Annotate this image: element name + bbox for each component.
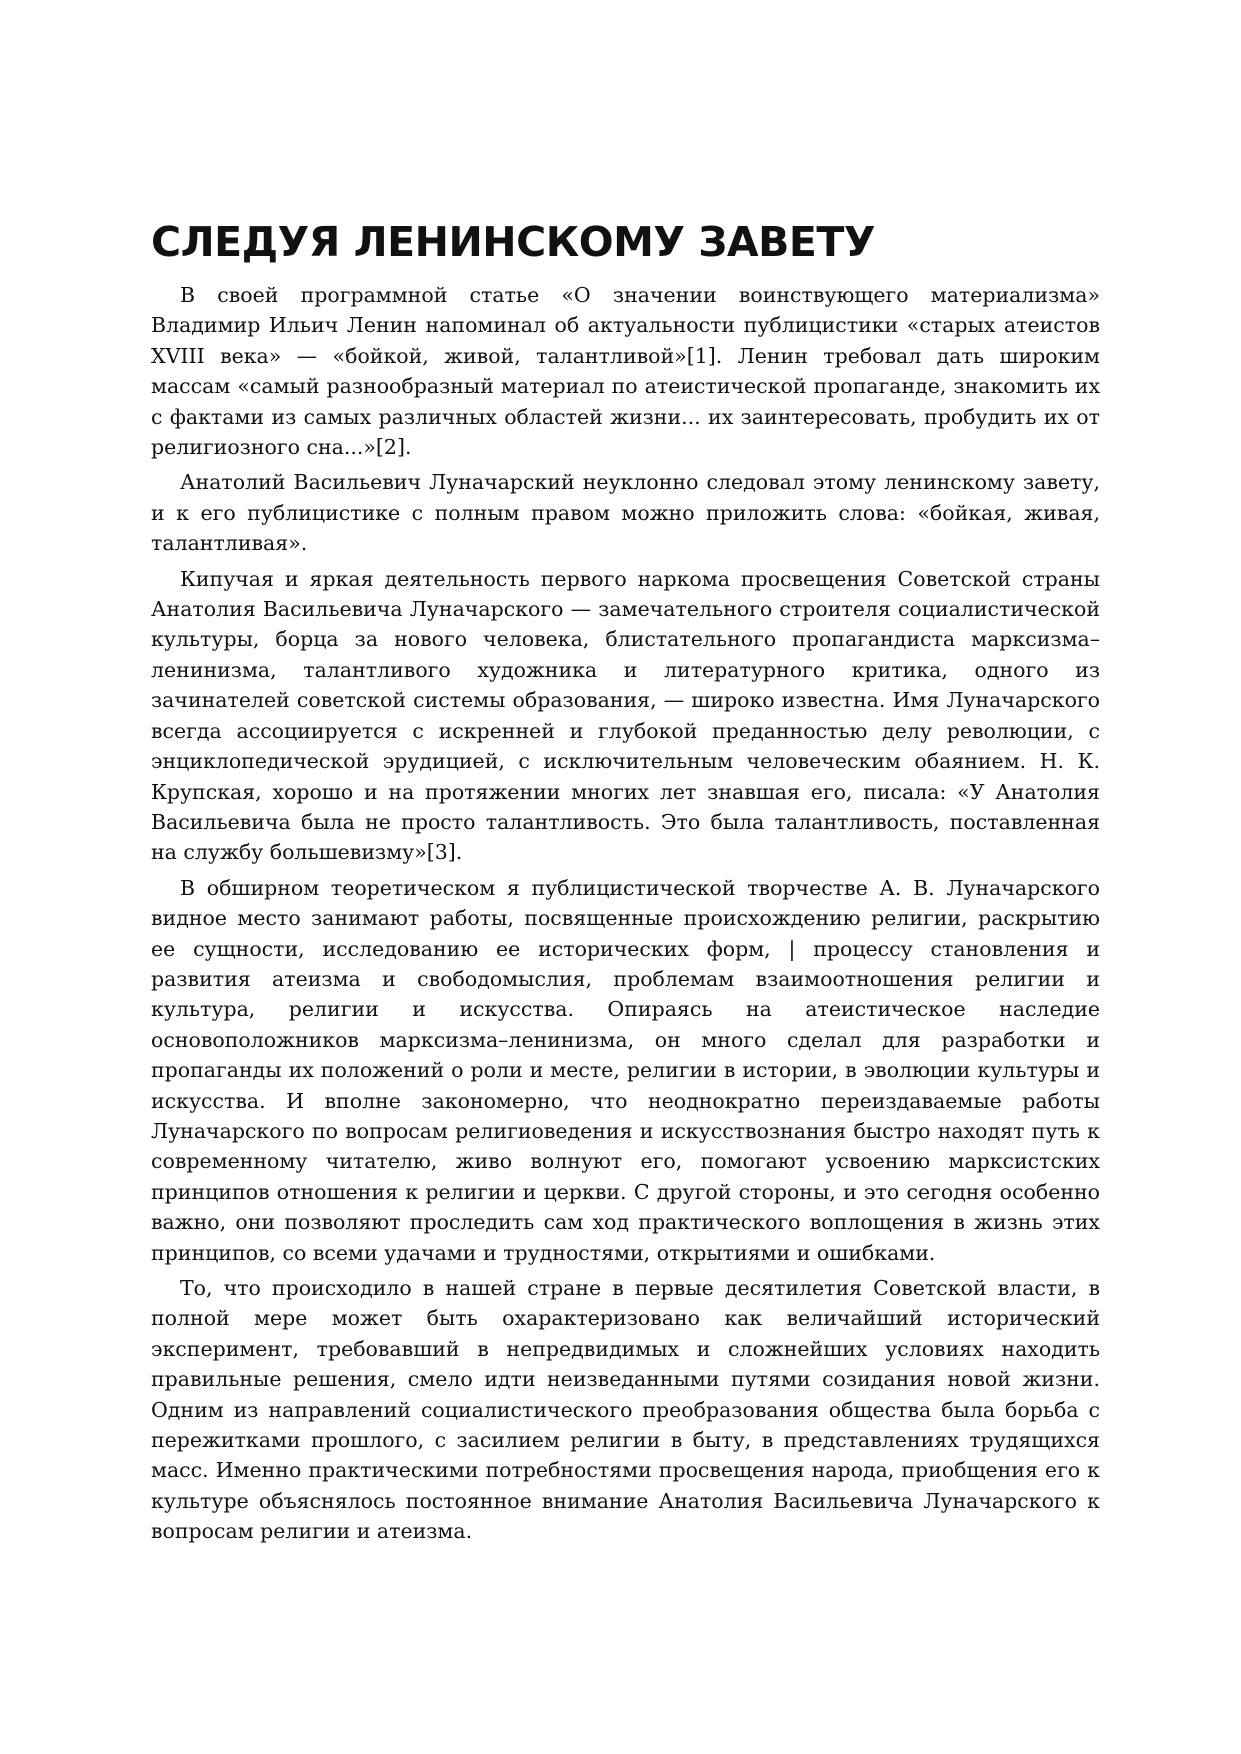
paragraph: То, что происходило в нашей стране в первые десятилетия Советской власти, в полной мере может быть охарактеризовано как величайший исторический эксперимент, требовавший в непредвидимых и сложнейших условиях находить правильные решения, смело идти неизведанными путями созидания новой жизни. Одним из направлений социалистического преобразования общества была борьба с пережитками прошлого, с засилием религии в быту, в представлениях трудящихся масс. Именно практическими потребностями просвещения народа, приобщения его к культуре объяснялось постоянное внимание Анатолия Васильевича Луначарского к вопросам религии и атеизма.	[151, 1276, 1100, 1544]
paragraph: Кипучая и яркая деятельность первого наркома просвещения Советской страны Анатолия Васильевича Луначарского — замечательного строителя социалистической культуры, борца за нового человека, блистательного пропагандиста марксизма–ленинизма, талантливого художника и литературного критика, одного из зачинателей советской системы образования, — широко известна. Имя Луначарского всегда ассоциируется с искренней и глубокой преданностью делу революции, с энциклопедической эрудицией, с исключительным человеческим обаянием. Н. К. Крупская, хорошо и на протяжении многих лет знавшая его, писала: «У Анатолия Васильевича была не просто талантливость. Это была талантливость, поставленная на службу большевизму»[3].	[151, 566, 1100, 865]
page-title: СЛЕДУЯ ЛЕНИНСКОМУ ЗАВЕТУ	[151, 218, 875, 266]
paragraph: В обширном теоретическом я публицистической творчестве А. В. Луначарского видное место занимают работы, посвященные происхождению религии, раскрытию ее сущности, исследованию ее исторических форм, | процессу становления и развития атеизма и свободомыслия, проблемам взаимоотношения религии и культура, религии и искусства. Опираясь на атеистическое наследие основоположников марксизма–ленинизма, он много сделал для разработки и пропаганды их положений о роли и месте, религии в истории, в эволюции культуры и искусства. И вполне закономерно, что неоднократно переиздаваемые работы Луначарского по вопросам религиоведения и искусствознания быстро находят путь к современному читателю, живо волнуют его, помогают усвоению марксистских принципов отношения к религии и церкви. С другой стороны, и это сегодня особенно важно, они позволяют проследить сам ход практического воплощения в жизнь этих принципов, со всеми удачами и трудностями, открытиями и ошибками.	[151, 875, 1100, 1265]
document-body	[151, 218, 1100, 1552]
paragraph: Анатолий Васильевич Луначарский неуклонно следовал этому ленинскому завету, и к его публицистике с полным правом можно приложить слова: «бойкая, живая, талантливая».	[151, 470, 1100, 556]
paragraph: В своей программной статье «О значении воинствующего материализма» Владимир Ильич Ленин напоминал об актуальности публицистики «старых атеистов XVIII века» — «бойкой, живой, талантливой»[1]. Ленин требовал дать широким массам «самый разнообразный материал по атеистической пропаганде, знакомить их с фактами из самых различных областей жизни... их заинтересовать, пробудить их от религиозного сна...»[2].	[151, 283, 1100, 460]
